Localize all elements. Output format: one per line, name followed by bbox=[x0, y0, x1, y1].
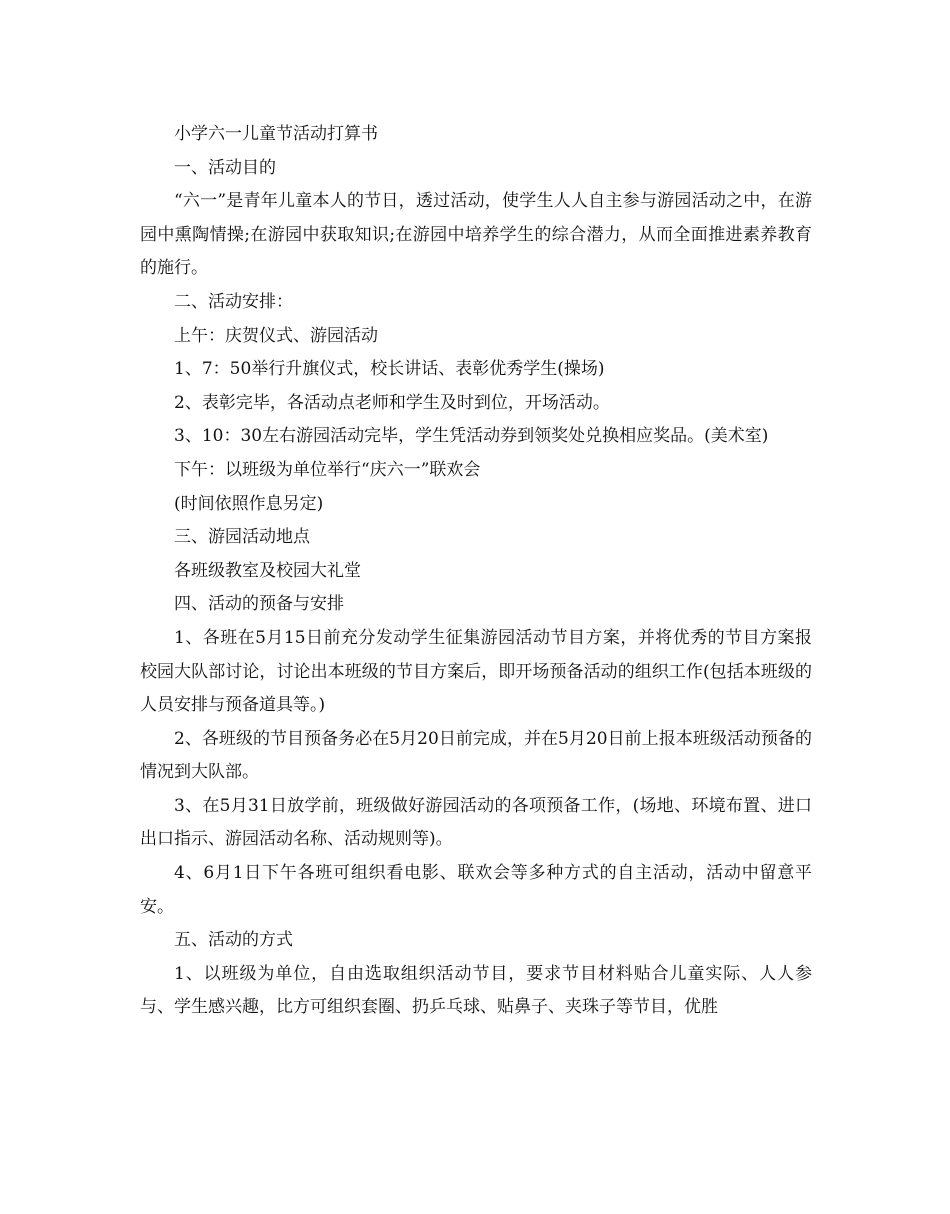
section-heading-schedule: 二、活动安排： bbox=[174, 291, 293, 312]
section-heading-purpose: 一、活动目的 bbox=[174, 157, 276, 178]
section-heading-preparation: 四、活动的预备与安排 bbox=[174, 594, 344, 615]
list-item-method-1: 1、以班级为单位，自由选取组织活动节目，要求节目材料贴合儿童实际、人人参与、学生感兴趣，比方可组织套圈、扔乒乓球、贴鼻子、夹珠子等节目，优胜 bbox=[140, 963, 812, 1018]
list-item-preparation-3: 3、在5月31日放学前，班级做好游园活动的各项预备工作，(场地、环境布置、进口出口指示、游园活动名称、活动规则等)。 bbox=[140, 795, 812, 850]
document-page bbox=[140, 118, 812, 1025]
paragraph-purpose: “六一”是青年儿童本人的节日，透过活动，使学生人人自主参与游园活动之中，在游园中熏陶情操;在游园中获取知识;在游园中培养学生的综合潜力，从而全面推进素养教育的施行。 bbox=[140, 191, 812, 279]
paragraph-location: 各班级教室及校园大礼堂 bbox=[174, 560, 361, 581]
list-item-preparation-1: 1、各班在5月15日前充分发动学生征集游园活动节目方案，并将优秀的节目方案报校园大队部讨论，讨论出本班级的节目方案后，即开场预备活动的组织工作(包括本班级的人员安排与预备道具等。) bbox=[140, 627, 812, 716]
paragraph-morning: 上午：庆贺仪式、游园活动 bbox=[174, 325, 378, 346]
list-item-preparation-4: 4、6月1日下午各班可组织看电影、联欢会等多种方式的自主活动，活动中留意平安。 bbox=[140, 863, 812, 917]
paragraph-time-note: (时间依照作息另定) bbox=[174, 493, 324, 514]
list-item-morning-1: 1、7：50举行升旗仪式，校长讲话、表彰优秀学生(操场) bbox=[174, 359, 605, 380]
list-item-morning-3: 3、10：30左右游园活动完毕，学生凭活动券到领奖处兑换相应奖品。(美术室) bbox=[174, 426, 769, 447]
section-heading-method: 五、活动的方式 bbox=[174, 930, 293, 951]
section-heading-location: 三、游园活动地点 bbox=[174, 527, 310, 548]
list-item-morning-2: 2、表彰完毕，各活动点老师和学生及时到位，开场活动。 bbox=[174, 392, 610, 413]
paragraph-afternoon: 下午：以班级为单位举行“庆六一”联欢会 bbox=[174, 459, 481, 480]
list-item-preparation-2: 2、各班级的节目预备务必在5月20日前完成，并在5月20日前上报本班级活动预备的情况到大队部。 bbox=[140, 728, 812, 783]
document-title: 小学六一儿童节活动打算书 bbox=[174, 124, 378, 144]
